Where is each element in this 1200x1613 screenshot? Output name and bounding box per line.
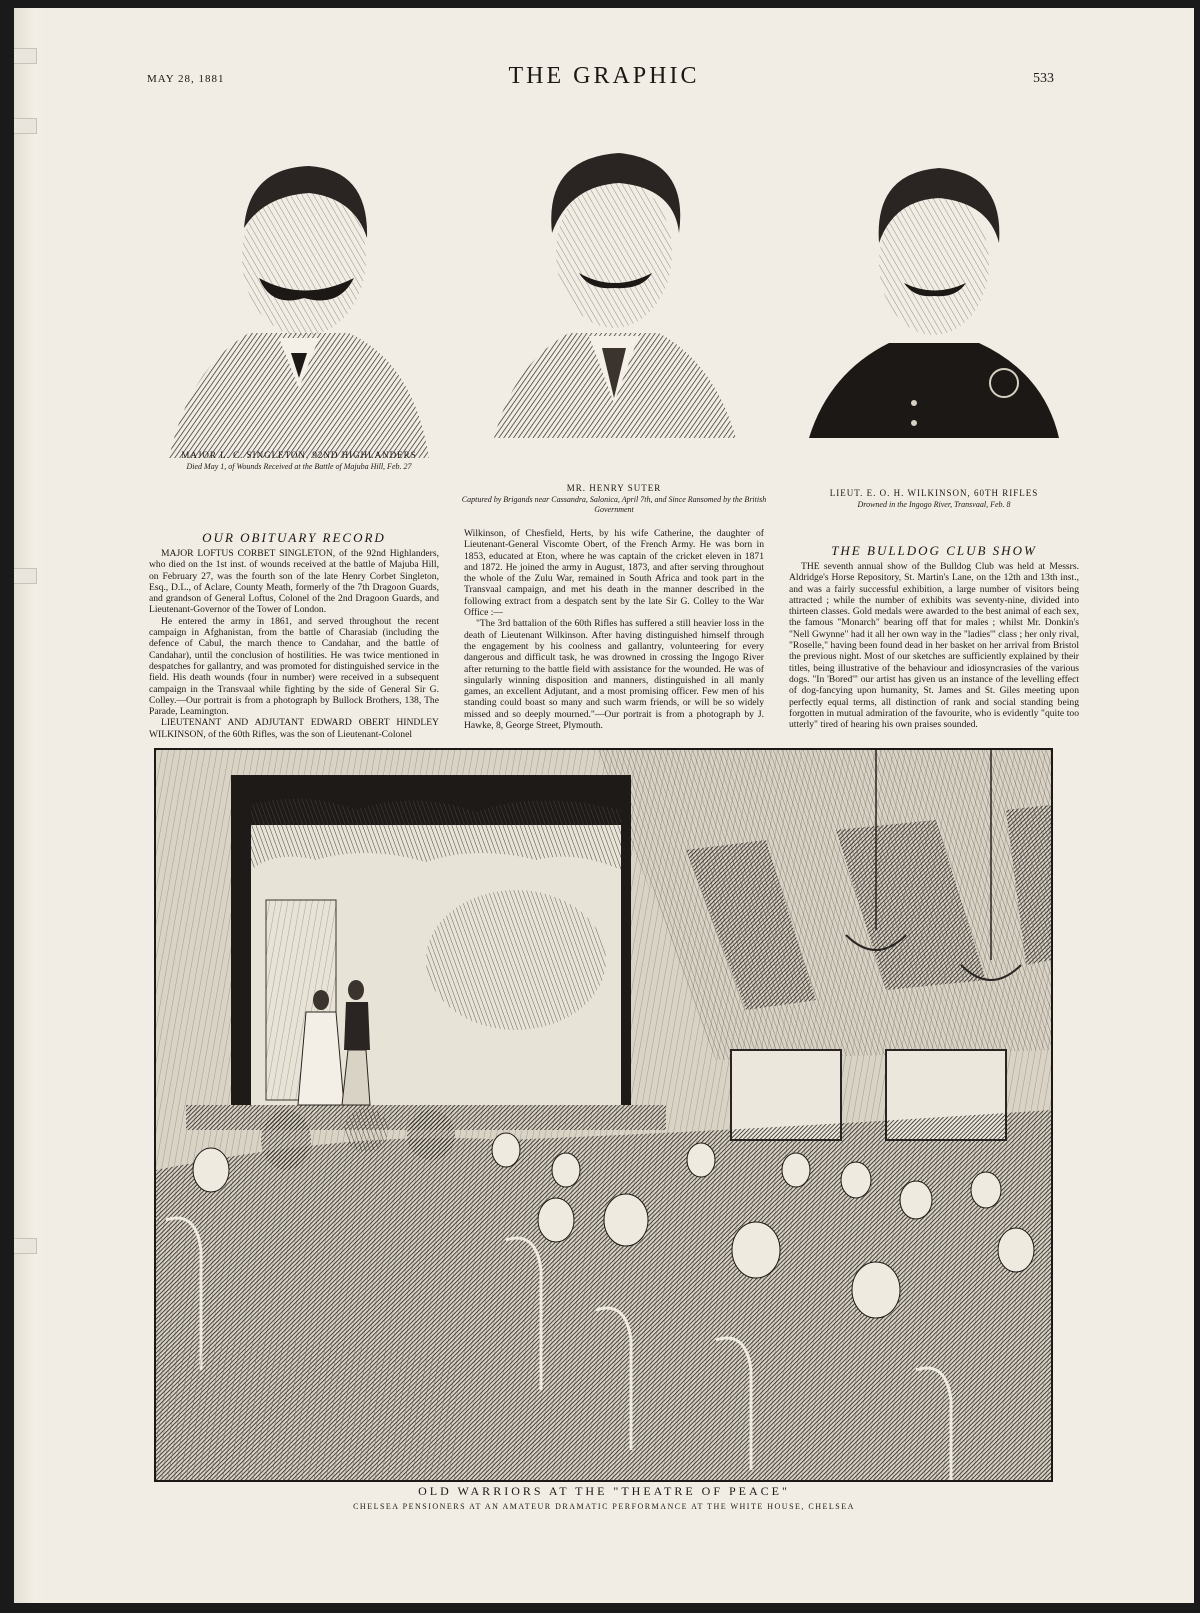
portrait-caption-desc: Died May 1, of Wounds Received at the Battle of Majuba Hill, Feb. 27 — [186, 462, 412, 471]
publication-title: THE GRAPHIC — [508, 63, 700, 89]
portrait-caption-name: MAJOR L. C. SINGLETON, 92ND HIGHLANDERS — [181, 450, 417, 460]
portrait-singleton — [159, 138, 439, 468]
portrait-caption-name: MR. HENRY SUTER — [566, 483, 662, 493]
illustration-subtitle: CHELSEA PENSIONERS AT AN AMATEUR DRAMATIC PERFORMANCE AT THE WHITE HOUSE, CHELSEA — [353, 1502, 855, 1511]
newspaper-page — [14, 8, 1194, 1603]
binding-strip — [14, 8, 44, 1603]
issue-date: MAY 28, 1881 — [147, 73, 225, 85]
obituary-column-2 — [464, 528, 764, 731]
obituary-paragraph: of the 60th Rifles, was the son of Lieutenant-Colonel — [208, 728, 412, 740]
illustration-title: OLD WARRIORS AT THE "THEATRE OF PEACE" — [418, 1484, 790, 1498]
binding-hole — [14, 118, 37, 134]
portrait-wilkinson — [794, 138, 1074, 468]
obituary-paragraph: of the 92nd Highlanders, who died on the 1st inst. of wounds received at the battle of Majuba Hill, on February 27, was the fourth son of the late Henry Corbet Singleton, Esq., D.L., of Aclare, County Meath, formerly of the 7th Dragoon Guards, and grandson of General Loftus, Colonel of the 2nd Dragoon Guards, and Lieutenant-Governor of the Tower of London. — [149, 548, 440, 616]
theatre-engraving — [154, 748, 1053, 1482]
obituary-column-1 — [149, 548, 439, 740]
obituary-lead: MAJOR LOFTUS CORBET SINGLETON, — [161, 548, 336, 559]
obituary-title: OUR OBITUARY RECORD — [202, 530, 386, 545]
portrait-caption-desc: Drowned in the Ingogo River, Transvaal, Feb. 8 — [857, 500, 1011, 509]
obituary-paragraph: He entered the army in 1861, and served throughout the recent campaign in Afghanistan, from the battle of Charasiab (including the defence of Cabul, the march thence to Candahar, and the battle of Candahar), until the conclusion of hostilities. He was twice mentioned in despatches for gallantry, and was promoted for distinguished service in the field. His death wounds (four in number) were received in a subsequent campaign in the Transvaal while fighting by the side of General Sir G. Colley.—Our portrait is from a photograph by Bullock Brothers, 138, The Parade, Leamington. — [149, 615, 439, 718]
bulldog-title: THE BULLDOG CLUB SHOW — [831, 543, 1037, 558]
obituary-paragraph: "The 3rd battalion of the 60th Rifles has suffered a still heavier loss in the death of Lieutenant Wilkinson. After having distinguished himself through the engagement by his coolness and gallantry, volunteering for every dangerous and difficult task, he was drowned in crossing the Ingogo River after returning to the battle field with assistance for the wounded. He was of singularly winning disposition and manners, distinguished in all manly games, an excellent Adjutant, and a most promising officer. Few men of his standing could boast so many and such warm friends, or will be so widely missed and so deeply mourned."—Our portrait is from a photograph by J. Hawke, 8, George Street, Plymouth. — [464, 618, 764, 732]
binding-hole — [14, 48, 37, 64]
portrait-caption-name: LIEUT. E. O. H. WILKINSON, 60TH RIFLES — [829, 488, 1039, 498]
obituary-lead: LIEUTENANT AND ADJUTANT EDWARD OBERT HINDLEY WILKINSON, — [149, 717, 439, 740]
portrait-suter — [474, 138, 754, 468]
page-number: 533 — [1033, 71, 1054, 86]
binding-hole — [14, 568, 37, 584]
masthead — [14, 63, 1194, 93]
binding-hole — [14, 1238, 37, 1254]
portrait-caption-desc: Captured by Brigands near Cassandra, Salonica, April 7th, and Since Ransomed by the British Government — [461, 495, 767, 514]
bulldog-column — [789, 561, 1079, 730]
obituary-paragraph: Wilkinson, of Chesfield, Herts, by his wife Catherine, the daughter of Lieutenant-General Viscomte Obert, of the French Army. He was born in 1853, educated at Eton, where he was captain of the cricket eleven in 1871 and 1872. He joined the army in August, 1873, and after serving throughout the whole of the Zulu War, remained in South Africa and took part in the Transvaal campaign, and met his death in the manner described in the following extract from a despatch sent by the late Sir G. Colley to the War Office :— — [464, 528, 764, 619]
bulldog-paragraph: THE seventh annual show of the Bulldog Club was held at Messrs. Aldridge's Horse Repository, St. Martin's Lane, on the 12th and 13th inst., and was a fairly successful exhibition, a large number of visitors being attracted ; while the number of exhibits was seventy-nine, divided into thirteen classes. Gold medals were awarded to the best animal of each sex, the famous "Monarch" bearing off that for males ; whilst Mr. Donkin's "Nell Gwynne" had it all her own way in the "ladies'" class ; her only rival, "Roselle," having been found dead in her basket on her arrival from Bristol the previous night. Most of our sketches are sufficiently explained by their titles, being illustrative of the behaviour and idiosyncrasies of the various dogs. "In 'Bored'" our artist has given us an instance of the levelling effect of dog-fancying upon humanity, St. James and St. Giles meeting upon perfectly equal terms, all distinction of rank and social standing being forgotten in mutual admiration of the favourite, who is evidently "quite too utterly" tired of hearing his own praises sounded. — [789, 561, 1079, 731]
